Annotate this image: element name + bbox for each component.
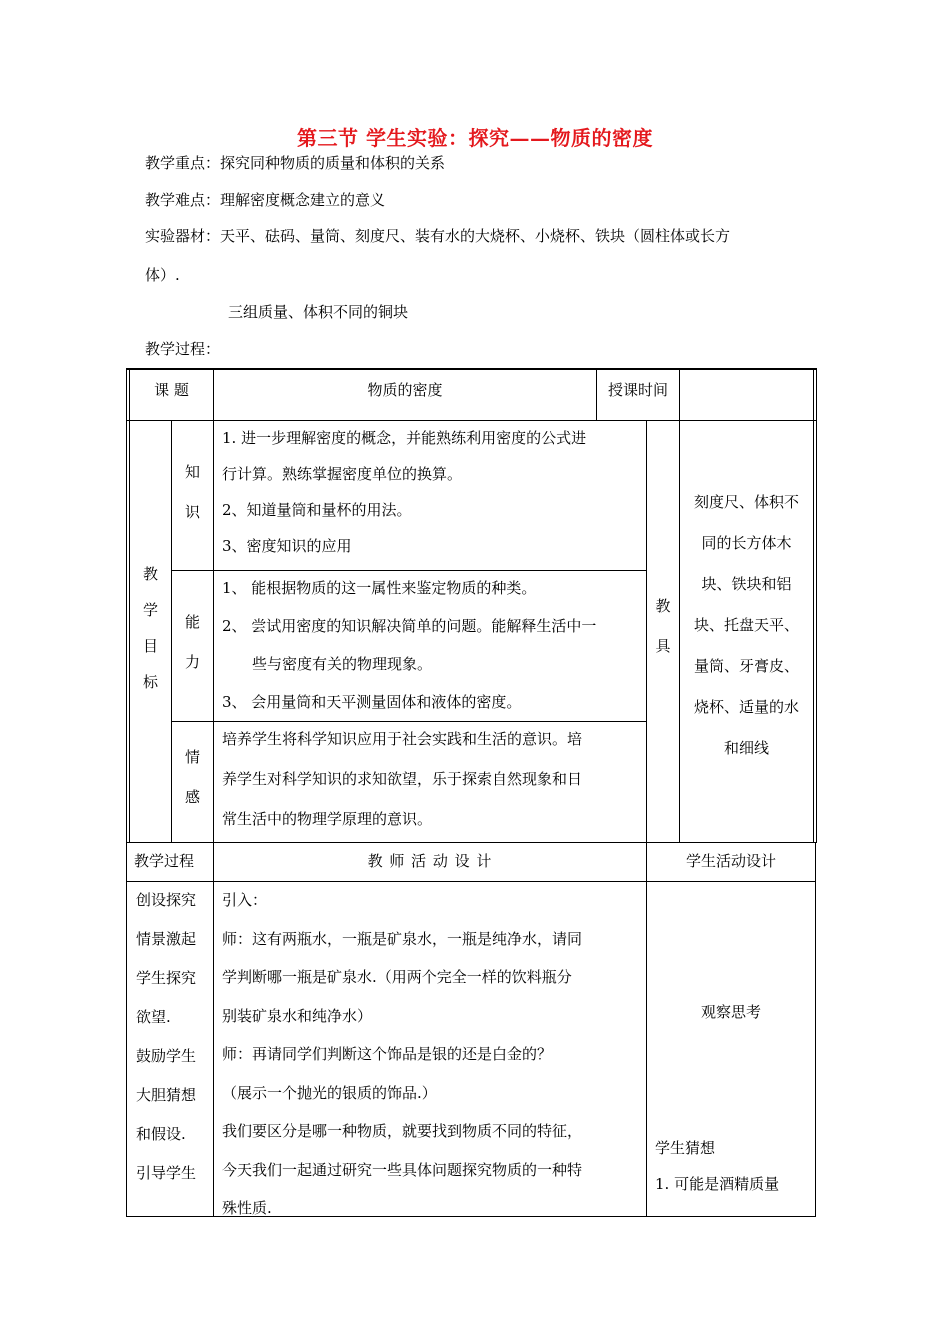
goals-label: 教 学 目 标 <box>142 565 158 691</box>
knowledge-content: 1. 进一步理解密度的概念，并能熟练利用密度的公式进 行计算。熟练掌握密度单位的换算。 2、知道量筒和量杯的用法。 3、密度知识的应用 <box>222 429 587 555</box>
page-title: 第三节 学生实验：探究——物质的密度 <box>297 126 653 150</box>
tools-content: 刻度尺、体积不 同的长方体木 块、铁块和铝 块、托盘天平、 量筒、牙膏皮、 烧杯、适量的水 和细线 <box>693 493 799 757</box>
process-header: 教学过程 <box>134 852 195 870</box>
equipment-extra-line: 三组质量、体积不同的铜块 <box>228 303 409 321</box>
knowledge-label: 知 识 <box>184 463 200 521</box>
tools-label: 教 具 <box>655 597 671 655</box>
ability-label: 能 力 <box>184 613 200 671</box>
student-header: 学生活动设计 <box>685 852 776 870</box>
ability-content: 1、 能根据物质的这一属性来鉴定物质的种类。 2、 尝试用密度的知识解决简单的问题。能解释生活中一 些与密度有关的物理现象。 3、 会用量筒和天平测量固体和液体的密度。 <box>222 579 597 711</box>
key-point-line: 教学重点：探究同种物质的质量和体积的关系 <box>145 154 446 172</box>
student-guess-item: 1. 可能是酒精质量 <box>655 1175 780 1193</box>
emotion-label: 情 感 <box>184 748 200 806</box>
difficulty-line: 教学难点：理解密度概念建立的意义 <box>145 191 386 209</box>
student-observe: 观察思考 <box>700 1003 761 1021</box>
equipment-line: 实验器材：天平、砝码、量筒、刻度尺、装有水的大烧杯、小烧杯、铁块（圆柱体或长方 <box>145 227 731 245</box>
process-stages: 创设探究 情景激起 学生探究 欲望. 鼓励学生 大胆猜想 和假设. 引导学生 <box>136 891 197 1182</box>
process-heading: 教学过程： <box>145 340 221 358</box>
teacher-activity: 引入： 师：这有两瓶水，一瓶是矿泉水，一瓶是纯净水，请同 学判断哪一瓶是矿泉水.（用两个完全一样的饮料瓶分 别装矿泉水和纯净水） 师：再请同学们判断这个饰品是银的还是白金的？ （展示一个抛光的银质的饰品.） 我们要区分是哪一种物质，就要找到物质不同的特征， 今天我们一起通过研究一些具体问题探究物质的一种特 殊性质. <box>222 891 583 1217</box>
student-guess: 学生猜想 <box>655 1139 716 1157</box>
equipment-line-cont: 体）. <box>145 266 180 284</box>
teacher-header: 教 师 活 动 设 计 <box>367 852 493 870</box>
time-label: 授课时间 <box>607 381 668 399</box>
topic-label: 课 题 <box>154 381 189 399</box>
topic-value: 物质的密度 <box>367 381 443 399</box>
emotion-content: 培养学生将科学知识应用于社会实践和生活的意识。培 养学生对科学知识的求知欲望，乐于探索自然现象和日 常生活中的物理学原理的意识。 <box>222 730 583 828</box>
